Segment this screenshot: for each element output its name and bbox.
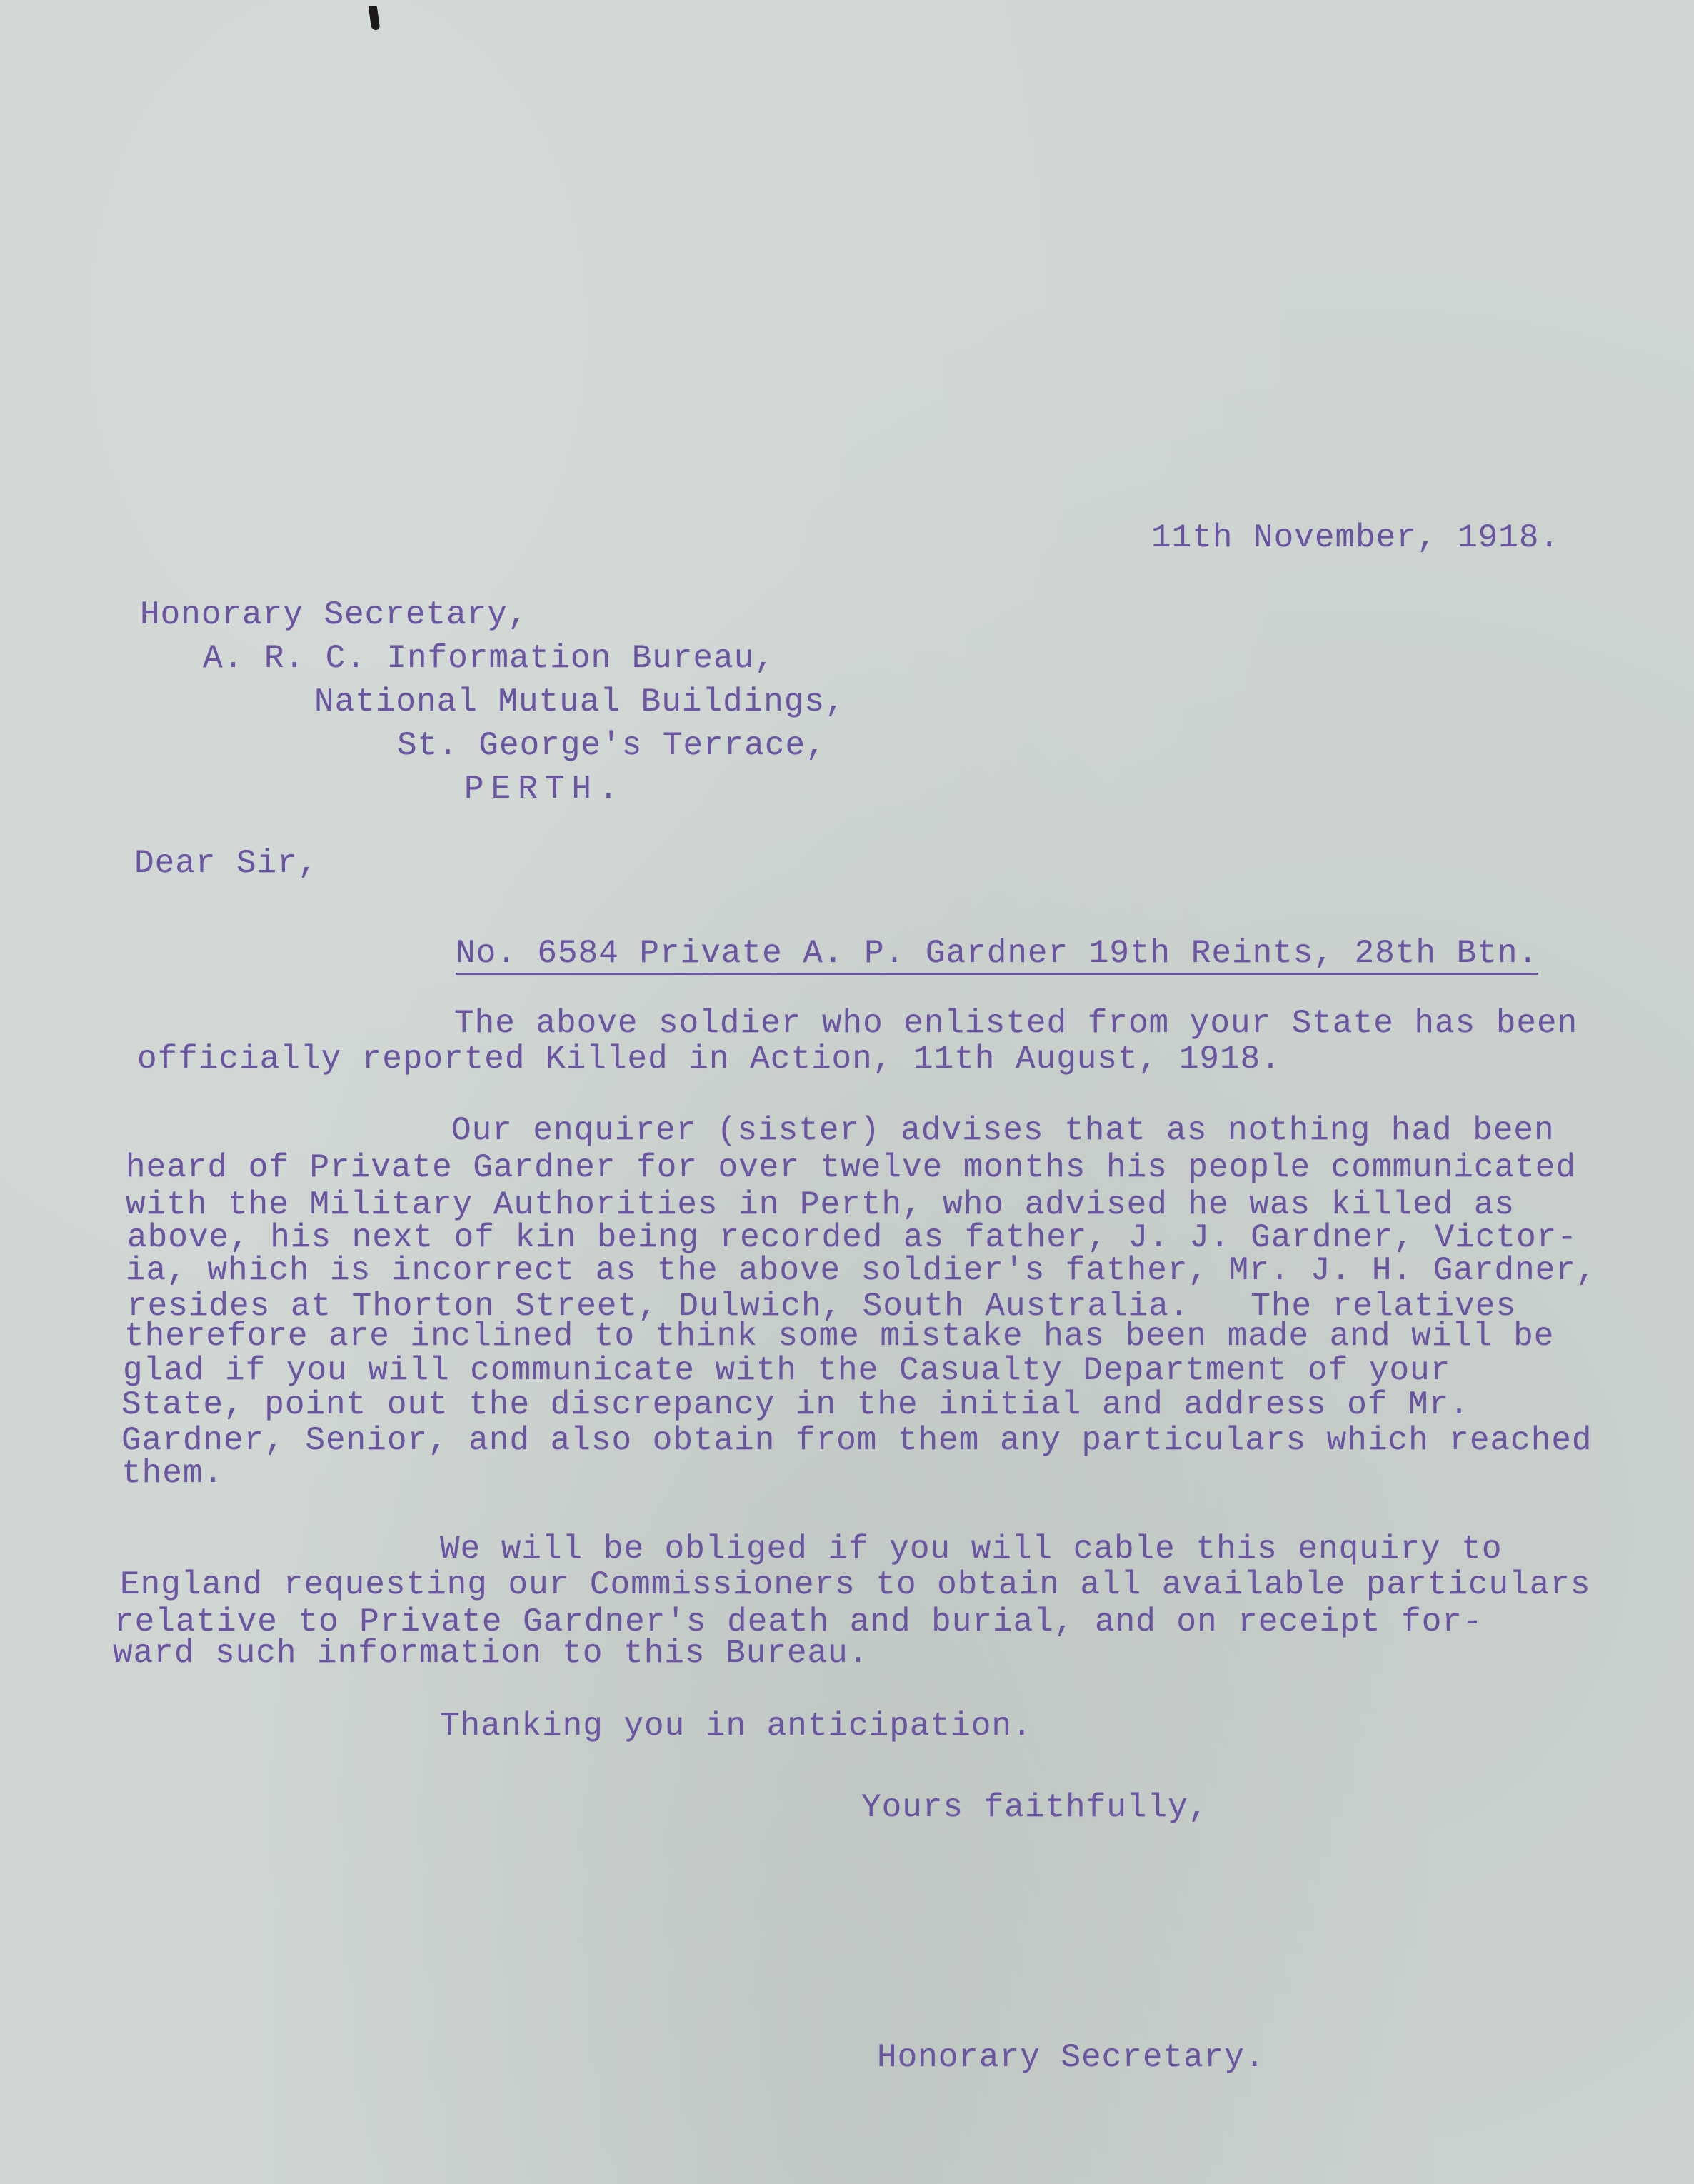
recipient-line-5: PERTH. (464, 771, 626, 808)
ink-mark (369, 6, 381, 30)
paragraph-2-line: heard of Private Gardner for over twelve months his people communicated (126, 1149, 1576, 1186)
recipient-line-2: A. R. C. Information Bureau, (203, 640, 775, 677)
thanks-line: Thanking you in anticipation. (440, 1708, 1033, 1745)
paragraph-3-line: relative to Private Gardner's death and burial, and on receipt for- (114, 1603, 1483, 1640)
paragraph-2-line: Gardner, Senior, and also obtain from them any particulars which reached (121, 1422, 1593, 1459)
paragraph-3-line: England requesting our Commissioners to obtain all available particulars (120, 1566, 1591, 1603)
paragraph-1-line: The above soldier who enlisted from your State has been (454, 1005, 1578, 1042)
recipient-line-3: National Mutual Buildings, (314, 683, 846, 721)
paragraph-2-line: ia, which is incorrect as the above soldier's father, Mr. J. H. Gardner, (126, 1252, 1597, 1289)
paragraph-2-line: them. (121, 1455, 224, 1492)
paragraph-2-line: therefore are inclined to think some mistake has been made and will be (124, 1318, 1555, 1355)
recipient-line-4: St. George's Terrace, (397, 727, 826, 764)
paragraph-3-line: We will be obliged if you will cable this enquiry to (440, 1531, 1503, 1568)
subject-line: No. 6584 Private A. P. Gardner 19th Reints, 28th Btn. (456, 937, 1538, 975)
closing-line: Yours faithfully, (861, 1789, 1209, 1826)
letter-date: 11th November, 1918. (1151, 519, 1560, 556)
paragraph-1-line: officially reported Killed in Action, 11th August, 1918. (137, 1041, 1281, 1078)
paragraph-2-line: Our enquirer (sister) advises that as nothing had been (451, 1112, 1555, 1149)
paragraph-2-line: glad if you will communicate with the Casualty Department of your (123, 1352, 1451, 1389)
paragraph-3-line: ward such information to this Bureau. (113, 1635, 869, 1672)
paragraph-2-line: with the Military Authorities in Perth, who advised he was killed as (126, 1186, 1515, 1223)
paragraph-2-line: resides at Thorton Street, Dulwich, South Australia. The relatives (127, 1288, 1517, 1325)
paragraph-2-line: above, his next of kin being recorded as father, J. J. Gardner, Victor- (127, 1219, 1578, 1256)
paragraph-2-line: State, point out the discrepancy in the initial and address of Mr. (121, 1386, 1470, 1423)
signature-line: Honorary Secretary. (877, 2039, 1266, 2076)
salutation: Dear Sir, (134, 845, 319, 882)
recipient-line-1: Honorary Secretary, (140, 596, 528, 633)
